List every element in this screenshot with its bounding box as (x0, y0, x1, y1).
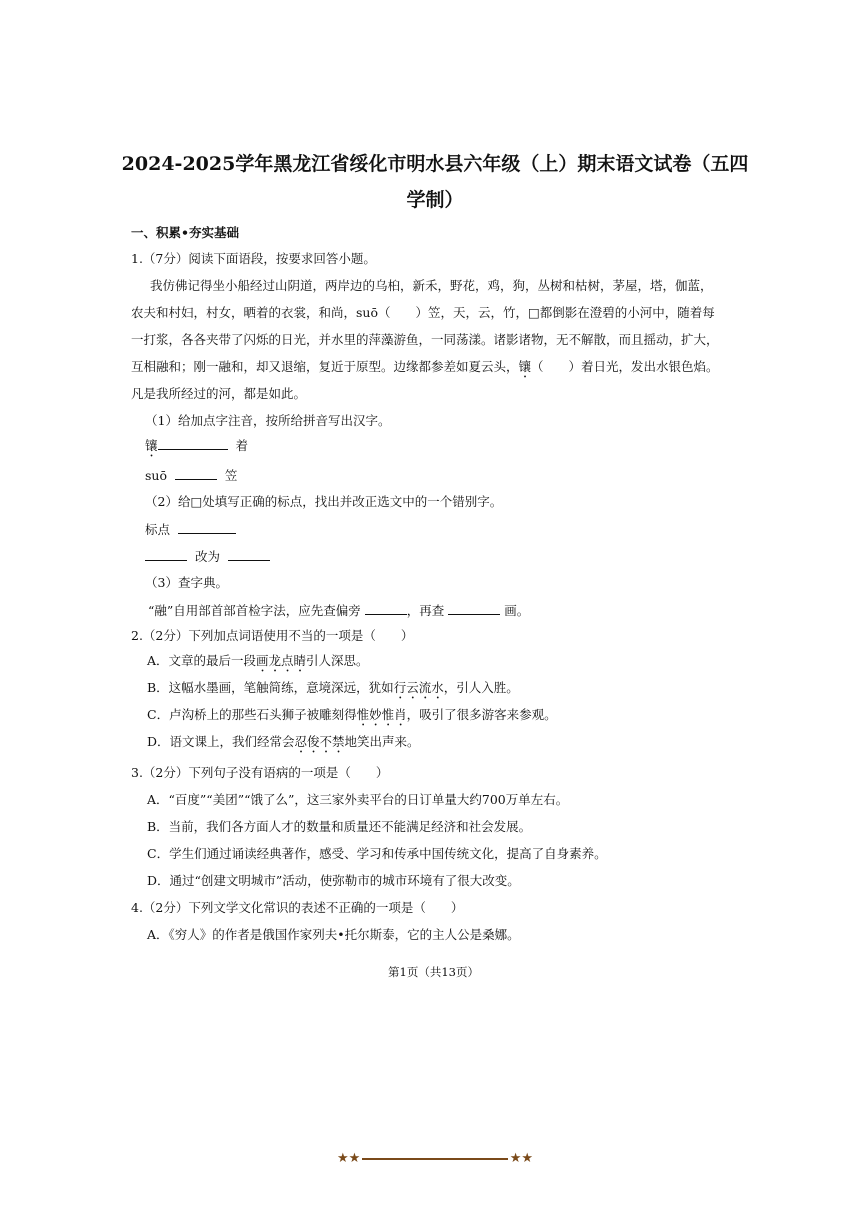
option-text: B．这幅水墨画，笔触简练，意境深远，犹如 (147, 680, 394, 695)
section-heading: 一、积累•夯实基础 (131, 225, 239, 240)
answer-blank[interactable] (228, 547, 270, 561)
q2-option-a (147, 652, 369, 675)
q1-passage-line1: 我仿佛记得坐小船经过山阴道，两岸边的乌桕，新禾，野花，鸡，狗，丛树和枯树，茅屋，塔，伽蓝， (150, 278, 713, 293)
page-number: 第1页（共13页） (388, 965, 479, 979)
dotted-phrase: 行云流水 (393, 680, 444, 695)
q3-option-c: C．学生们通过诵读经典著作，感受、学习和传承中国传统文化，提高了自身素养。 (147, 846, 607, 861)
q1-answer-1b (145, 466, 237, 485)
q3-option-d: D．通过“创建文明城市”活动，使弥勒市的城市环境有了很大改变。 (147, 873, 520, 888)
answer-suffix: 笠 (224, 468, 238, 483)
dotted-phrase: 画龙点睛 (256, 653, 307, 668)
q1-punct-answer (145, 520, 236, 539)
q1-sub3: （3）查字典。 (145, 575, 228, 590)
option-text: 引人深思。 (306, 653, 369, 668)
answer-blank[interactable] (448, 601, 500, 615)
q2-option-d (147, 733, 420, 756)
answer-blank[interactable] (175, 466, 217, 480)
q4-option-a: A．《穷人》的作者是俄国作家列夫•托尔斯泰，它的主人公是桑娜。 (147, 927, 520, 942)
answer-blank[interactable] (145, 547, 187, 561)
decorative-rule (362, 1158, 507, 1160)
q2-option-b (147, 679, 519, 702)
q1-passage-line4-b: （ ）着日光，发出水银色焰。 (531, 359, 719, 374)
option-text: A．文章的最后一段 (147, 653, 257, 668)
pinyin-label: suō (145, 468, 167, 483)
q1-dict-answer (148, 601, 529, 620)
dotted-char: 镶 (145, 438, 158, 453)
q1-passage-line5: 凡是我所经过的河，都是如此。 (131, 386, 307, 401)
star-icon: ★ (521, 1151, 533, 1166)
option-text: D．语文课上，我们经常会 (147, 734, 295, 749)
answer-suffix: 着 (235, 438, 248, 453)
dict-text-b: ，再查 (406, 603, 445, 618)
q2-option-c (147, 706, 557, 729)
option-text: ，引人入胜。 (443, 680, 519, 695)
q1-sub1: （1）给加点字注音，按所给拼音写出汉字。 (145, 413, 391, 428)
q1-answer-1a (145, 436, 248, 460)
q2-stem: 2.（2分）下列加点词语使用不当的一项是（ ） (131, 628, 414, 643)
q3-stem: 3.（2分）下列句子没有语病的一项是（ ） (131, 765, 389, 780)
document-title-line1: 2024-2025学年黑龙江省绥化市明水县六年级（上）期末语文试卷（五四 (121, 153, 749, 175)
q1-correction-answer (145, 547, 270, 566)
q3-option-a: A．“百度”“美团”“饿了么”，这三家外卖平台的日订单量大约700万单左右。 (147, 792, 569, 807)
q1-stem: 1.（7分）阅读下面语段，按要求回答小题。 (131, 251, 376, 266)
document-title-line2: 学制） (406, 189, 464, 211)
star-icon: ★ (337, 1151, 349, 1166)
change-label: 改为 (194, 549, 220, 564)
q1-passage-line2: 农夫和村妇，村女，晒着的衣裳，和尚，suō（ ）笠，天，云，竹，□都倒影在澄碧的小河中，随着每 (131, 305, 715, 320)
q3-option-b: B．当前，我们各方面人才的数量和质量还不能满足经济和社会发展。 (147, 819, 532, 834)
answer-blank[interactable] (158, 436, 228, 450)
star-icon: ★ (509, 1151, 522, 1166)
star-icon: ★ (348, 1151, 361, 1166)
bottom-decoration (337, 1150, 533, 1168)
answer-blank[interactable] (178, 520, 236, 534)
q1-sub2: （2）给□处填写正确的标点，找出并改正选文中的一个错别字。 (145, 494, 503, 509)
punct-label: 标点 (145, 522, 171, 537)
q1-passage-line4 (131, 358, 719, 381)
q1-passage-line4-a: 互相融和；刚一融和，却又退缩，复近于原型。边缘都参差如夏云头， (131, 359, 519, 374)
dict-text-a: “融”自用部首部首检字法，应先查偏旁 (148, 603, 361, 618)
answer-blank[interactable] (365, 601, 407, 615)
q4-stem: 4.（2分）下列文学文化常识的表述不正确的一项是（ ） (131, 900, 464, 915)
option-text: 地笑出声来。 (344, 734, 420, 749)
option-text: C．卢沟桥上的那些石头狮子被雕刻得 (147, 707, 357, 722)
option-text: ，吸引了很多游客来参观。 (406, 707, 557, 722)
q1-passage-line3: 一打浆，各各夹带了闪烁的日光，并水里的萍藻游鱼，一同荡漾。诸影诸物，无不解散，而且摇动，扩大， (131, 332, 719, 347)
dict-text-c: 画。 (504, 603, 530, 618)
dotted-phrase: 忍俊不禁 (294, 734, 345, 749)
dotted-char: 镶 (518, 359, 532, 374)
dotted-phrase: 惟妙惟肖 (356, 707, 407, 722)
